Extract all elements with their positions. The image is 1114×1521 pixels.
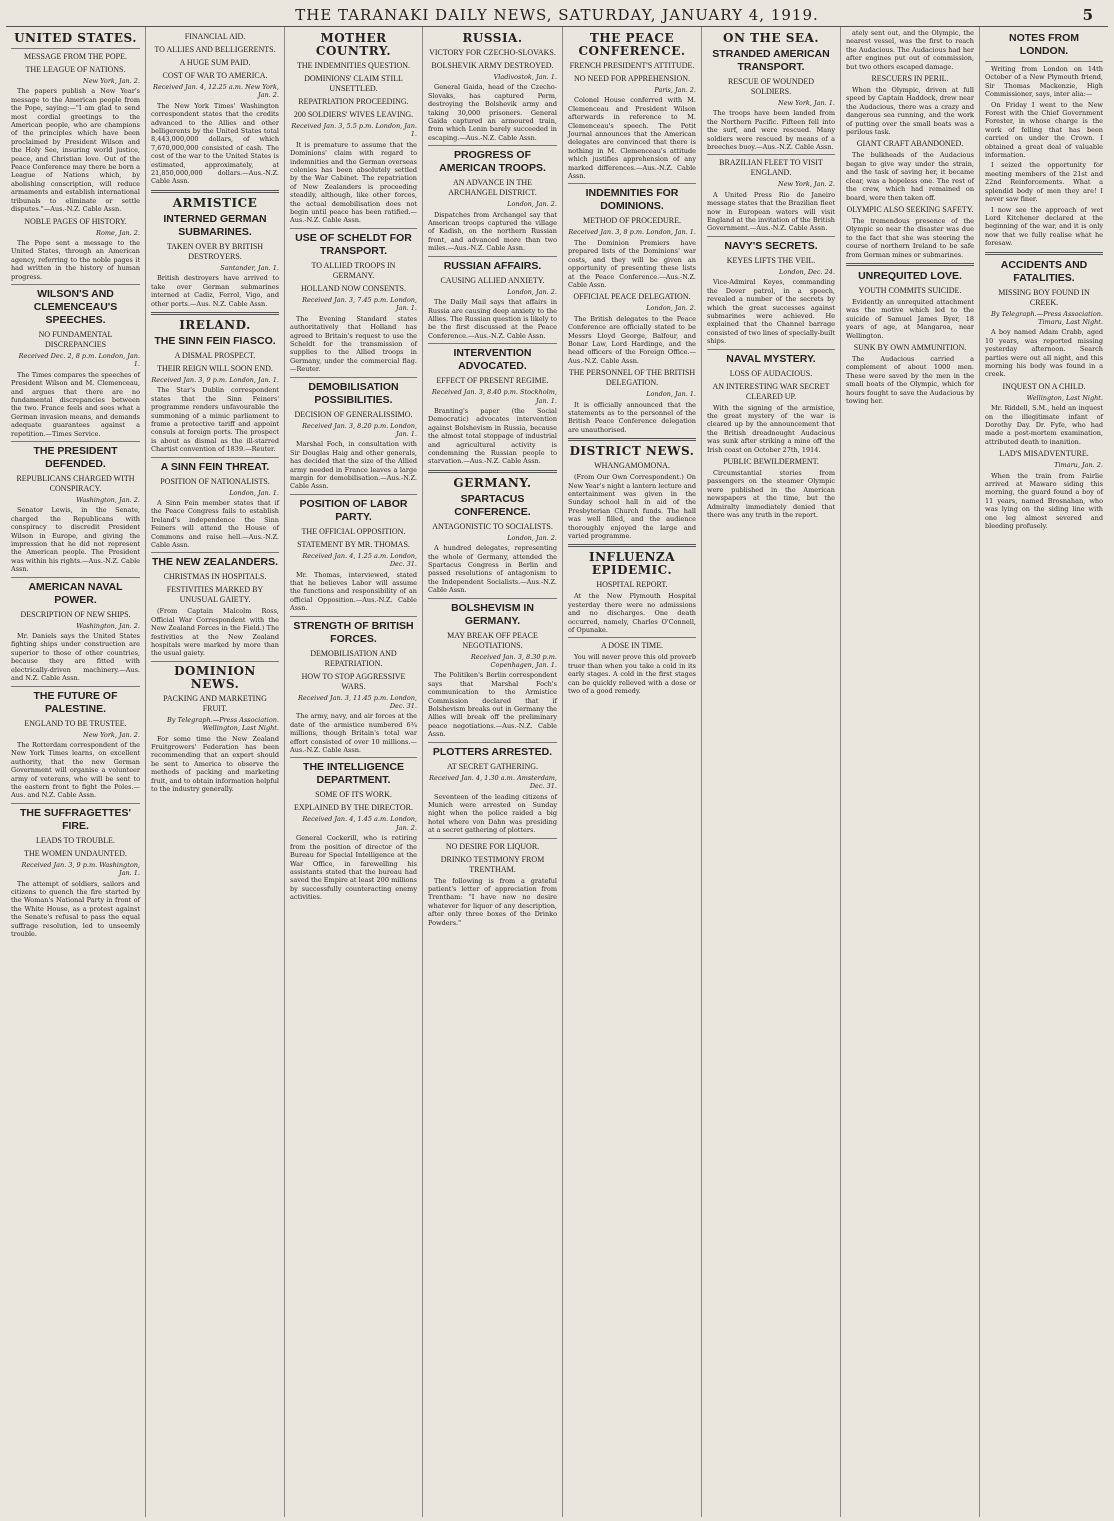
dateline: London, Jan. 2. (507, 533, 557, 542)
subhead: THE LEAGUE OF NATIONS. (25, 65, 126, 74)
column-2 (146, 27, 285, 1517)
headline: THE NEW ZEALANDERS. (152, 556, 278, 569)
dateline: By Telegraph.—Press Association. Wellington, Last Night. (167, 715, 279, 733)
headline: WILSON'S AND CLEMENCEAU'S SPEECHES. (33, 287, 118, 326)
article-text: Mr. Thomas, interviewed, stated that he believes Labor will assume the functions and responsibility of an official Opposition.—Aus.-N.Z. Cable Assn. (290, 570, 417, 613)
rule (428, 145, 557, 146)
dateline: Received Dec. 2, 8 p.m. London, Jan. 1. (18, 351, 140, 369)
dateline: London, Jan. 1. (229, 488, 279, 497)
article-text: The British delegates to the Peace Conference are officially stated to be Messrs Lloyd George, Balfour, and Bonar Law, Lord Hardinge, and the head officers of the Foreign Office.—Aus.-N.Z. Cable Assn. (568, 314, 696, 365)
headline: INDEMNITIES FOR DOMINIONS. (585, 187, 679, 213)
article-text: The papers publish a New Year's message to the American people from the Pope, saying:—"I am glad to send most cordial greetings to the American people, who are champions of the principles which have been proclaimed by President Wilson and the Holy See, insuring world justice, peace, and Christian love. Out of the Peace Conference may there be born a League of Nations which, by abolishing conscription, will reduce armaments and establish international tribunals to eliminate or settle disputes."—Aus.-N.Z. Cable Assn. (11, 87, 140, 214)
subhead: KEYES LIFTS THE VEIL. (726, 255, 816, 265)
headline: RUSSIA. (462, 31, 523, 45)
article-text: The bulkheads of the Audacious began to give way under the strain, and the task of saving her, it became clear, was a hopeless one. The rest of the crew, which had remained on board, were then taken off. (846, 151, 974, 202)
dateline: Received Jan. 3, 9 p.m. London, Jan. 1. (151, 375, 279, 384)
rule (11, 48, 140, 49)
headline: RUSSIAN AFFAIRS. (443, 259, 542, 272)
article-text: At the New Plymouth Hospital yesterday there were no admissions and no discharges. One death occurred, namely, Charles O'Connell, of Opunake. (568, 592, 696, 635)
rule (985, 252, 1103, 255)
dateline: By Telegraph.—Press Association. Timaru, Last Night. (991, 309, 1103, 326)
dateline: Rome, Jan. 2. (96, 228, 140, 237)
article-text: When the Olympic, driven at full speed by Captain Haddock, drew near the Audacious, there was a crazy and dangerous sea running, and the work of putting over the small boats was a perilous task. (846, 86, 974, 137)
headline: AMERICAN NAVAL POWER. (28, 580, 123, 606)
rule (428, 343, 557, 344)
article-text: ately sent out, and the Olympic, the nearest vessel, was the first to reach the Audacious. The Audacious had her after engines put out of commission, but two others escaped damage. (846, 29, 974, 71)
dateline: Received Jan. 3, 7.45 p.m. London, Jan. 1. (302, 295, 417, 313)
rule (428, 470, 557, 473)
rule (11, 284, 140, 285)
rule (11, 686, 140, 687)
article-text: A boy named Adam Crabb, aged 10 years, was reported missing yesterday afternoon. Search parties were out all night, and this morning his body was found in a creek. (985, 328, 1103, 379)
rule (151, 457, 279, 458)
article-text: Evidently an unrequited attachment was the motive which led to the suicide of Samuel James Byer, 18 years of age, at Mangaroa, near Wellington. (846, 297, 974, 340)
dateline: Paris, Jan. 2. (654, 86, 696, 94)
subhead: THE INDEMNITIES QUESTION. (296, 61, 411, 70)
subhead: INQUEST ON A CHILD. (1002, 381, 1086, 391)
rule (290, 616, 417, 617)
article-text: On Friday I went to the New Forest with the Chief Government Forester, in whose charge is the work of felling that has been carried on under the Crown. I obtained a great deal of valuable information. (985, 100, 1103, 160)
headline: THE INTELLIGENCE DEPARTMENT. (303, 761, 404, 787)
subhead: FESTIVITIES MARKED BY UNUSUAL GAIETY. (166, 585, 264, 605)
subhead: GIANT CRAFT ABANDONED. (856, 139, 964, 149)
article-text: A United Press Rio de Janeiro message states that the Brazilian fleet now in European waters will visit England at the invitation of the British Government.—Aus.-N.Z. Cable Assn. (707, 190, 835, 233)
rule (290, 757, 417, 758)
dateline: London, Dec. 24. (779, 267, 835, 276)
subhead: HOLLAND NOW CONSENTS. (301, 283, 406, 293)
subhead: ANTAGONISTIC TO SOCIALISTS. (432, 521, 553, 531)
subhead: THE WOMEN UNDAUNTED. (24, 848, 127, 858)
subhead: THE OFFICIAL OPPOSITION. (301, 526, 406, 536)
article-text: You will never prove this old proverb truer than when you take a cold in its early stages. A cold in the first stages can be quickly relieved with a dose or two of a good remedy. (568, 653, 696, 696)
rule (985, 61, 1103, 62)
headline: A SINN FEIN THREAT. (160, 460, 270, 473)
headline: THE FUTURE OF PALESTINE. (33, 689, 118, 715)
subhead: STATEMENT BY MR. THOMAS. (297, 539, 410, 549)
column-8 (980, 27, 1108, 1517)
dateline: London, Jan. 2. (507, 287, 557, 296)
subhead: TO ALLIES AND BELLIGERENTS. (154, 45, 276, 54)
dateline: New York, Jan. 2. (83, 730, 140, 739)
subhead: TO ALLIED TROOPS IN GERMANY. (311, 260, 396, 280)
dateline: New York, Jan. 2. (778, 180, 835, 189)
article-text: Mr. Daniels says the United States fighting ships under construction are superior to those of other countries, because they are fitted with electrically-driven machinery.—Aus. and N.Z. Cable Assn. (11, 632, 140, 683)
dateline: Santander, Jan. 1. (220, 263, 279, 272)
headline: ARMISTICE (172, 195, 258, 210)
subhead: LAD'S MISADVENTURE. (999, 449, 1089, 459)
masthead (6, 4, 1108, 27)
article-text: It is premature to assume that the Dominions' claim with regard to indemnities and the German overseas colonies has been absolutely settled by the War Cabinet. The repatriation of New Zealanders is proceeding steadily, although, like other forces, the actual demobilisation does not begin until peace has been ratified.—Aus.-N.Z. Cable Assn. (290, 140, 417, 225)
article-text: I now see the approach of wet Lord Kitchener declared at the beginning of the war, and it is only now that we fully realise what he foresaw. (985, 205, 1103, 248)
dateline: Received Jan. 4, 1.45 a.m. London, Jan. 2. (302, 815, 417, 832)
rule (151, 190, 279, 193)
dateline: Received Jan. 3, 9 p.m. Washington, Jan. 1. (21, 860, 140, 878)
dateline: New York, Jan. 2. (83, 77, 140, 85)
subhead: FRENCH PRESIDENT'S ATTITUDE. (569, 61, 695, 70)
rule (707, 349, 835, 350)
subhead: DECISION OF GENERALISSIMO. (294, 409, 413, 419)
headline: DISTRICT NEWS. (569, 444, 695, 459)
rule (290, 228, 417, 229)
subhead: TAKEN OVER BY BRITISH DESTROYERS. (166, 241, 264, 261)
article-text: Senator Lewis, in the Senate, charged the Republicans with conspiracy to discredit President Wilson in Europe, and giving the impression that he did not represent the American people. The President was within his rights.—Aus.-N.Z. Cable Assn. (11, 506, 140, 574)
dateline: Received Jan. 4, 12.25 a.m. New York, Jan. 2. (153, 83, 279, 100)
article-text: Dispatches from Archangel say that American troops captured the village of Kadish, on the northern Russian front, and advanced more than two miles.—Aus.-N.Z. Cable Assn. (428, 210, 557, 253)
article-text: With the signing of the armistice, the great mystery of the war is cleared up by the announcement that the British dreadnought Audacious was sunk after striking a mine off the Irish coast on October 27th, 1914. (707, 403, 835, 454)
headline: NAVY'S SECRETS. (724, 239, 818, 252)
dateline: Timaru, Jan. 2. (1054, 461, 1103, 470)
rule (707, 236, 835, 237)
headline: THE PRESIDENT DEFENDED. (33, 445, 118, 470)
article-text: The Star's Dublin correspondent states that the Sinn Feiners' programme renders unfavourable the summoning of a mimic parliament to frame a protective tariff and appoint consuls at foreign ports. The prospect is about as dismal as the ill-starred Chartist convention of 1839.—Reuter. (151, 386, 279, 454)
subhead: LOSS OF AUDACIOUS. (729, 368, 813, 378)
subhead: A HUGE SUM PAID. (179, 58, 251, 67)
column-5 (563, 27, 702, 1517)
subhead: EXPLAINED BY THE DIRECTOR. (294, 803, 413, 813)
rule (290, 377, 417, 378)
subhead: A DOSE IN TIME. (600, 641, 664, 651)
article-text: The Dominion Premiers have prepared lists of the Dominions' war costs, and they will be given an opportunity of presenting these lists at the Peace Conference.—Aus.-N.Z. Cable Assn. (568, 238, 696, 289)
headline: THE SINN FEIN FIASCO. (154, 334, 276, 347)
subhead: HOSPITAL REPORT. (596, 580, 668, 590)
subhead: MISSING BOY FOUND IN CREEK. (998, 287, 1090, 307)
article-text: I seized the opportunity for meeting members of the 21st and 22nd Reinforcements. What a splendid body of men they are! I never saw finer. (985, 161, 1103, 204)
headline: THE PEACE CONFERENCE. (578, 31, 686, 58)
subhead: AT SECRET GATHERING. (446, 761, 539, 771)
subhead: A DISMAL PROSPECT. (174, 350, 256, 360)
headline: PLOTTERS ARRESTED. (432, 745, 553, 758)
subhead: BRAZILIAN FLEET TO VISIT ENGLAND. (719, 158, 823, 178)
subhead: AN ADVANCE IN THE ARCHANGEL DISTRICT. (448, 178, 537, 198)
subhead: OLYMPIC ALSO SEEKING SAFETY. (846, 204, 974, 214)
column-6 (702, 27, 841, 1517)
subhead: DEMOBILISATION AND REPATRIATION. (310, 648, 397, 668)
page-number: 5 (1082, 6, 1094, 24)
subhead: CHRISTMAS IN HOSPITALS. (163, 572, 267, 582)
article-text: Colonel House conferred with M. Clemenceau and President Wilson afterwards in reference to M. Clemenceau's speech. The Petit Journal announces that the American delegates are convinced that there is nothing in M. Clemenceau's attitude which justifies apprehension of any marked differences.—Aus.-N.Z. Cable Assn. (568, 96, 696, 181)
rule (151, 661, 279, 662)
rule (11, 577, 140, 578)
dateline: Received Jan. 3, 8.30 p.m. Copenhagen, Jan. 1. (470, 652, 557, 670)
headline: DOMINION NEWS. (174, 663, 256, 691)
subhead: RESCUE OF WOUNDED SOLDIERS. (727, 77, 815, 96)
subhead: NO FUNDAMENTAL DISCREPANCIES (38, 329, 113, 349)
subhead: ENGLAND TO BE TRUSTEE. (24, 718, 127, 728)
headline: THE SUFFRAGETTES' FIRE. (20, 806, 131, 832)
dateline: Received Jan. 3, 8.20 p.m. London, Jan. 1. (302, 421, 417, 438)
headline: ON THE SEA. (723, 31, 819, 45)
headline: STRANDED AMERICAN TRANSPORT. (712, 48, 830, 73)
article-text: (From Captain Malcolm Ross, Official War Correspondent with the New Zealand Forces in the Field.) The festivities at the New Zealand hospitals were marked by more than the usual gaiety. (151, 607, 279, 658)
rule (151, 552, 279, 553)
article-text: When the train from Fairlie arrived at Mawaro siding this morning, the guard found a boy of 11 years, named Brosnahan, who was lying on the siding line with one leg almost severed and bleeding profusely. (985, 471, 1103, 531)
subhead: HOW TO STOP AGGRESSIVE WARS. (301, 671, 406, 691)
article-text: The troops have been landed from the Northern Pacific. Fifteen fell into the surf, and were rescued. Many soldiers were rescued by means of a breeches buoy.—Aus.-N.Z. Cable Assn. (707, 109, 835, 152)
headline: NAVAL MYSTERY. (726, 352, 816, 365)
headline: BOLSHEVISM IN GERMANY. (451, 601, 534, 627)
headline: DEMOBILISATION POSSIBILITIES. (308, 380, 399, 406)
dateline: Received Jan. 4, 1.25 a.m. London, Dec. 31. (302, 551, 417, 569)
headline: MOTHER COUNTRY. (315, 31, 392, 58)
subhead: SOME OF ITS WORK. (315, 790, 392, 800)
article-text: The Times compares the speeches of President Wilson and M. Clemenceau, and argues that there are no fundamental discrepancies between the two. France feels and sees what a German invasion means, and demands adequate guarantees against a repetition.—Times Service. (11, 370, 140, 438)
headline: INTERVENTION ADVOCATED. (453, 347, 532, 373)
dateline: Received Jan. 4, 1.30 a.m. Amsterdam, Dec. 31. (429, 773, 557, 791)
headline: INFLUENZA EPIDEMIC. (588, 550, 676, 578)
article-text: Circumstantial stories from passengers on the steamer Olympic were published in the American newspapers at the time, but the Admiralty immediately denied that there was any truth in the report. (707, 468, 835, 519)
column-7 (841, 27, 980, 1517)
subhead: AN INTERESTING WAR SECRET CLEARED UP. (712, 381, 830, 401)
headline: INTERNED GERMAN SUBMARINES. (163, 212, 267, 238)
dateline: New York, Jan. 1. (778, 99, 835, 107)
column-4 (423, 27, 563, 1517)
subhead: 200 SOLDIERS' WIVES LEAVING. (293, 110, 414, 119)
rule (568, 637, 696, 638)
headline: ACCIDENTS AND FATALITIES. (1000, 258, 1088, 284)
article-text: The Audacious carried a complement of about 1000 men. These were saved by the men in the small boats of the Olympic, which for hours fought to save the Audacious by towing her. (846, 354, 974, 405)
headline: PROGRESS OF AMERICAN TROOPS. (439, 149, 546, 175)
subhead: MESSAGE FROM THE POPE. (24, 52, 127, 61)
rule (846, 263, 974, 266)
rule (151, 312, 279, 315)
subhead: THE PERSONNEL OF THE BRITISH DELEGATION. (568, 368, 696, 388)
dateline: Wellington, Last Night. (1026, 393, 1103, 402)
article-text: A hundred delegates, representing the whole of Germany, attended the Spartacus Congress in Berlin and passed resolutions of antagonism to the Independent Socialists.—Aus.-N.Z. Cable Assn. (428, 544, 557, 595)
article-text: The attempt of soldiers, sailors and citizens to quench the fire started by the Woman's National Party in front of the White House, as a protest against the Senate's refusal to pass the equal suffrage resolution, led to unseemly trouble. (11, 879, 140, 938)
rule (428, 256, 557, 257)
subhead: WHANGAMOMONA. (594, 461, 670, 471)
subhead: LEADS TO TROUBLE. (36, 835, 115, 845)
article-text: British destroyers have arrived to take over German submarines interned at Cadiz, Ferrol, Vigo, and other ports.—Aus. N.Z. Cable Assn. (151, 274, 279, 308)
dateline: London, Jan. 2. (646, 304, 696, 313)
article-text: The Evening Standard states authoritatively that Holland has agreed to Britain's request to use the Scheldt for the transmission of supplies to the Allied troops in Germany, under the commercial flag.—Reuter. (290, 314, 417, 374)
columns (6, 27, 1108, 1517)
headline: IRELAND. (179, 317, 251, 332)
rule (428, 598, 557, 599)
headline: POSITION OF LABOR PARTY. (299, 497, 408, 523)
subhead: VICTORY FOR CZECHO-SLOVAKS. (429, 48, 556, 57)
article-text: Marshal Foch, in consultation with Sir Douglas Haig and other generals, has decided that the size of the Allied army needed in France leaves a large margin for demobilisation.—Aus.-N.Z. Cable Assn. (290, 440, 417, 491)
rule (707, 154, 835, 155)
subhead: METHOD OF PROCEDURE. (582, 216, 681, 226)
article-text: (From Our Own Correspondent.) On New Year's night a lantern lecture and entertainment was given in the Sunday school hall in aid of the Presbyterian Church funds. The hall was well filled, and the audience thoroughly enjoyed the large and varied programme. (568, 473, 696, 541)
headline: STRENGTH OF BRITISH FORCES. (293, 619, 414, 645)
dateline: Washington, Jan. 2. (76, 496, 140, 504)
dateline: Vladivostok, Jan. 1. (493, 73, 557, 81)
subhead: OFFICIAL PEACE DELEGATION. (573, 292, 691, 302)
masthead-title: THE TARANAKI DAILY NEWS, SATURDAY, JANUARY 4, 1919. (295, 6, 819, 24)
dateline: Received Jan. 3, 11.45 p.m. London, Dec. 31. (297, 693, 417, 711)
dateline: London, Jan. 2. (507, 200, 557, 209)
article-text: Mr. Riddell, S.M., held an inquest on the illegitimate infant of Dorothy Day. Dr. Fyfe, who had made a post-mortem examination, attributed death to inanition. (985, 404, 1103, 446)
column-3 (285, 27, 423, 1517)
dateline: London, Jan. 1. (646, 390, 696, 399)
subhead: BOLSHEVIK ARMY DESTROYED. (431, 61, 554, 70)
article-text: The tremendous presence of the Olympic so near the disaster was due to the fact that she was steering the course of northern Ireland to be safe from German mines or submarines. (846, 216, 974, 259)
dateline: Received Jan. 3, 8 p.m. London, Jan. 1. (568, 228, 696, 237)
subhead: MAY BREAK OFF PEACE NEGOTIATIONS. (447, 630, 538, 650)
rule (11, 803, 140, 804)
headline: USE OF SCHELDT FOR TRANSPORT. (295, 231, 412, 257)
subhead: NO DESIRE FOR LIQUOR. (445, 841, 540, 851)
subhead: DESCRIPTION OF NEW SHIPS. (20, 609, 131, 619)
subhead: FINANCIAL AID. (184, 32, 246, 41)
subhead: YOUTH COMMITS SUICIDE. (858, 285, 962, 295)
subhead: DRINKO TESTIMONY FROM TRENTHAM. (440, 854, 545, 874)
rule (568, 183, 696, 184)
article-text: It is officially announced that the statements as to the personnel of the British Peace Conference delegation are unauthorised. (568, 400, 696, 434)
dateline: Received Jan. 3, 8.40 p.m. Stockholm, Jan. 1. (431, 388, 557, 405)
article-text: The Rotterdam correspondent of the New York Times learns, on excellent authority, that the new German Government will organise a volunteer army of veterans, who will be sent to the eastern front to fight the Poles.—Aus. and N.Z. Cable Assn. (11, 740, 140, 800)
article-text: Seventeen of the leading citizens of Munich were arrested on Sunday night when the police raided a big hotel where von Dahn was presiding at a secret gathering of plotters. (428, 792, 557, 835)
subhead: PACKING AND MARKETING FRUIT. (163, 693, 267, 713)
subhead: REPUBLICANS CHARGED WITH CONSPIRACY. (16, 474, 135, 493)
dateline: Received Jan. 3, 5.5 p.m. London, Jan. 1. (291, 122, 417, 139)
headline: UNREQUITED LOVE. (858, 269, 962, 282)
subhead: EFFECT OF PRESENT REGIME. (436, 376, 549, 386)
subhead: NO NEED FOR APPREHENSION. (573, 74, 690, 83)
subhead: CAUSING ALLIED ANXIETY. (440, 275, 545, 285)
article-text: Writing from London on 14th October of a New Plymouth friend, Sir Thomas Mackenzie, High Commissioner, says, inter alia:— (985, 65, 1103, 99)
article-text: Vice-Admiral Keyes, commanding the Dover patrol, in a speech, revealed a number of the secrets by which the great successes against submarines were achieved. He explained that the Channel barrage consisted of two lines of specially-built ships. (707, 278, 835, 346)
rule (428, 742, 557, 743)
article-text: The army, navy, and air forces at the date of the armistice numbered 6¾ millions, though Britain's total war effort consisted of over 10 millions.—Aus.-N.Z. Cable Assn. (290, 712, 417, 755)
article-text: Branting's paper (the Social Democratic) advocates intervention against Bolshevism in Russia, because the almost total stoppage of industrial and agricultural activity is condemning the Russian people to starvation.—Aus.-N.Z. Cable Assn. (428, 406, 557, 466)
article-text: For some time the New Zealand Fruitgrowers' Federation has been recommending that an expert should be sent to America to observe the methods of packing and marketing fruit, and to obtain information helpful to the industry generally. (151, 734, 279, 794)
rule (290, 494, 417, 495)
headline: SPARTACUS CONFERENCE. (454, 492, 531, 518)
rule (568, 544, 696, 547)
article-text: The following is from a grateful patient's letter of appreciation from Trentham: "I have now no desire whatever for liquor of any description, after only three boxes of the Drinko Powders." (428, 876, 557, 927)
headline: GERMANY. (453, 475, 532, 490)
dateline: Washington, Jan. 2. (76, 621, 140, 630)
subhead: THEIR REIGN WILL SOON END. (157, 363, 273, 373)
rule (428, 838, 557, 839)
headline: UNITED STATES. (14, 31, 137, 45)
subhead: POSITION OF NATIONALISTS. (160, 476, 270, 486)
subhead: NOBLE PAGES OF HISTORY. (24, 216, 127, 226)
subhead: PUBLIC BEWILDERMENT. (723, 456, 819, 466)
headline: NOTES FROM LONDON. (1009, 32, 1079, 57)
article-text: The Politiken's Berlin correspondent says that Marshal Foch's communication to the Armistice Commission declared that if Bolshevism breaks out in Germany the Allies will break off the preliminary peace negotiations.—Aus.-N.Z. Cable Assn. (428, 671, 557, 739)
article-text: General Gaida, head of the Czecho-Slovaks, has captured Perm, destroying the Bolshevik army and taking 30,000 prisoners. General Gaida captured an armoured train, from which Lenin barely succeeded in escaping.—Aus.-N.Z. Cable Assn. (428, 83, 557, 142)
subhead: RESCUERS IN PERIL. (871, 74, 949, 84)
article-text: The New York Times' Washington correspondent states that the credits advanced to the Allies and other belligerents by the United States total 8,443,000,000 dollars, of which 7,670,000,000 consisted of cash. The cost of the war to the United States is estimated, approximately, at 21,850,000,000 dollars.—Aus.-N.Z. Cable Assn. (151, 101, 279, 186)
rule (11, 441, 140, 442)
article-text: The Pope sent a message to the United States, through an American agency, referring to the noble pages it had written in the history of human progress. (11, 238, 140, 281)
article-text: General Cockerill, who is retiring from the position of director of the Bureau for Special Intelligence at the War Office, in farewelling his assistants stated that the bureau had saved the Empire at least 200 millions by successfully counteracting enemy activities. (290, 834, 417, 902)
rule (568, 438, 696, 441)
subhead: REPATRIATION PROCEEDING. (298, 97, 409, 106)
article-text: The Daily Mail says that affairs in Russia are causing deep anxiety to the Allies. The Russian question is likely to be the first discussed at the Peace Conference.—Aus.-N.Z. Cable Assn. (428, 298, 557, 340)
article-text: A Sinn Fein member states that if the Peace Congress fails to establish Ireland's independence the Sinn Feiners will attend the House of Commons and raise hell.—Aus.-N.Z. Cable Assn. (151, 498, 279, 549)
subhead: SUNK BY OWN AMMUNITION. (853, 342, 967, 352)
column-1 (6, 27, 146, 1517)
subhead: DOMINIONS' CLAIM STILL UNSETTLED. (304, 74, 403, 93)
subhead: COST OF WAR TO AMERICA. (162, 71, 268, 80)
